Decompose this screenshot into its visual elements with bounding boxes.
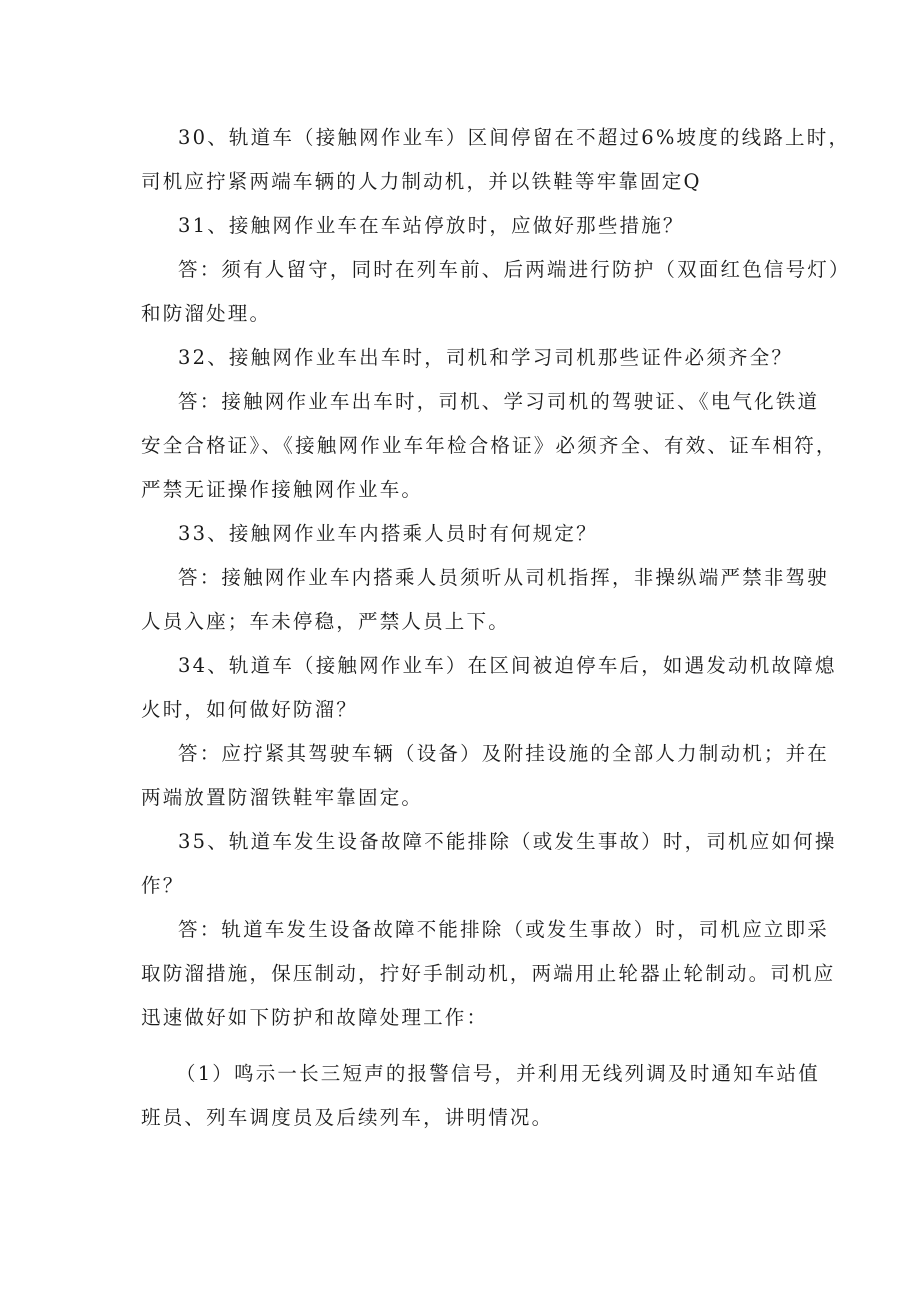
answer-34-line-2: 两端放置防溜铁鞋牢靠固定。 [141,786,424,809]
question-33: 33、接触网作业车内搭乘人员时有何规定？ [178,522,598,545]
question-35-line-1: 35、轨道车发生设备故障不能排除（或发生事故）时，司机应如何操 [178,830,837,853]
question-31: 31、接触网作业车在车站停放时，应做好那些措施？ [178,214,685,237]
answer-32-line-1: 答：接触网作业车出车时，司机、学习司机的驾驶证、《电气化铁道 [178,390,820,413]
answer-32-line-3: 严禁无证操作接触网作业车。 [141,478,424,501]
answer-33-line-1: 答：接触网作业车内搭乘人员须听从司机指挥，非操纵端严禁非驾驶 [178,566,830,589]
answer-35-item-1-line-1: （1）鸣示一长三短声的报警信号，并利用无线列调及时通知车站值 [176,1062,820,1085]
answer-35-line-3: 迅速做好如下防护和故障处理工作： [141,1006,489,1029]
question-34-line-1: 34、轨道车（接触网作业车）在区间被迫停车后，如遇发动机故障熄 [178,654,837,677]
answer-32-line-2: 安全合格证》、《接触网作业车年检合格证》必须齐全、有效、证车相符， [141,434,838,457]
answer-33-line-2: 人员入座；车未停稳，严禁人员上下。 [141,610,510,633]
answer-35-line-2: 取防溜措施，保压制动，拧好手制动机，两端用止轮器止轮制动。司机应 [141,962,836,985]
question-30-line-1: 30、轨道车（接触网作业车）区间停留在不超过6%坡度的线路上时， [178,126,851,149]
answer-31-line-1: 答：须有人留守，同时在列车前、后两端进行防护（双面红色信号灯） [178,258,851,281]
answer-35-line-1: 答：轨道车发生设备故障不能排除（或发生事故）时，司机应立即采 [178,918,830,941]
question-30-line-2: 司机应拧紧两端车辆的人力制动机，并以铁鞋等牢靠固定Q [141,170,702,193]
question-34-line-2: 火时，如何做好防溜？ [141,698,359,721]
answer-35-item-1-line-2: 班员、列车调度员及后续列车，讲明情况。 [141,1106,554,1129]
question-32: 32、接触网作业车出车时，司机和学习司机那些证件必须齐全？ [178,346,794,369]
answer-31-line-2: 和防溜处理。 [141,302,272,325]
answer-34-line-1: 答：应拧紧其驾驶车辆（设备）及附挂设施的全部人力制动机；并在 [178,742,830,765]
question-35-line-2: 作？ [141,874,185,897]
